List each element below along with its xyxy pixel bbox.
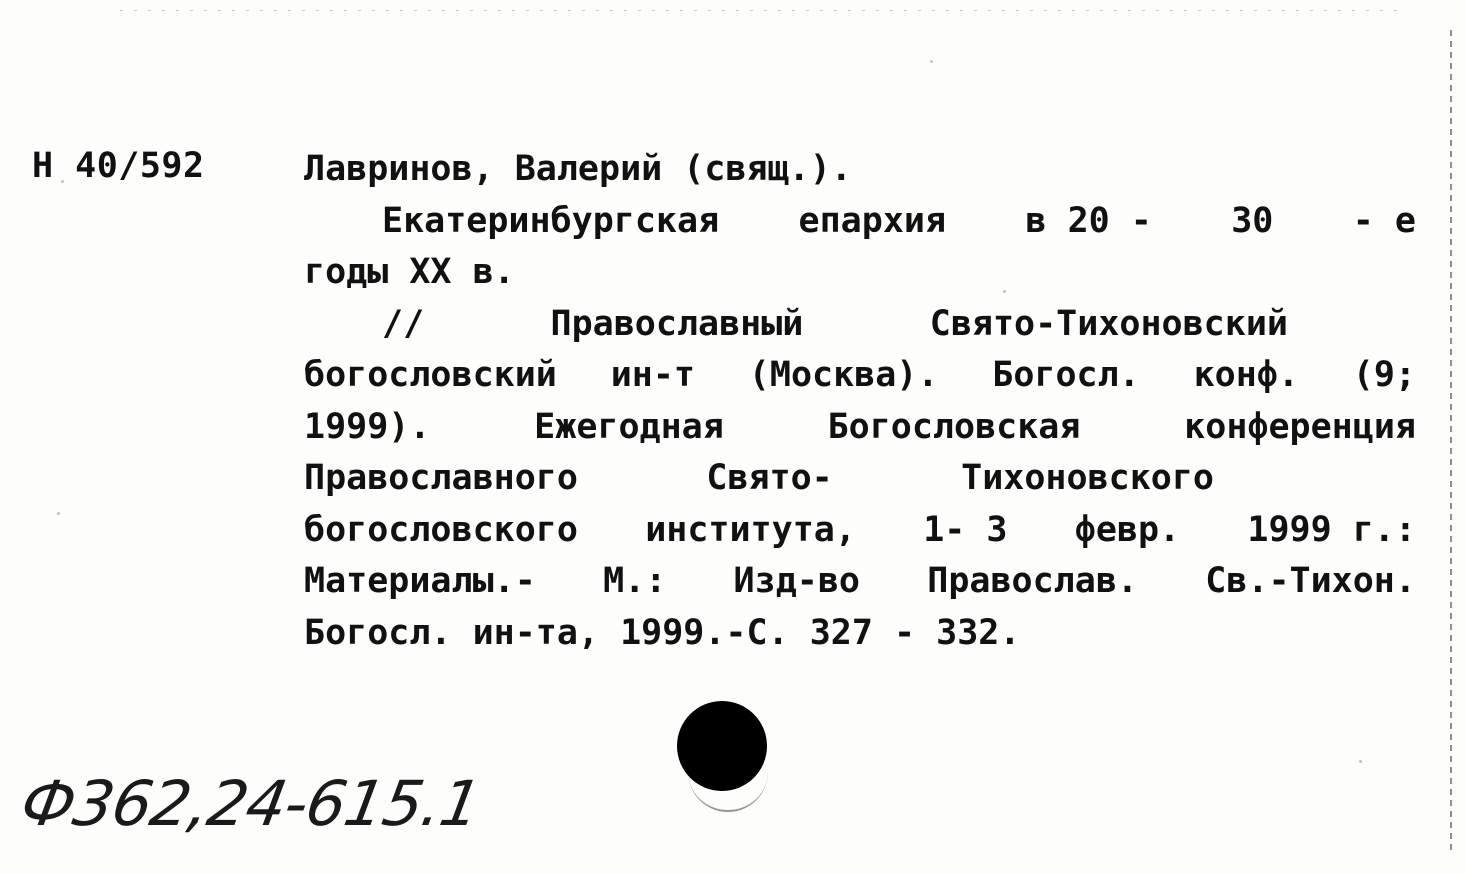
source-line-7: Богосл. ин-та, 1999.-С. 327 - 332.	[304, 612, 1021, 653]
title-line-2: годы XX в.	[304, 252, 515, 292]
source-line-5: богословского института, 1- 3 февр. 1999 г.:	[304, 509, 1416, 550]
shelfmark: Н 40/592	[32, 146, 205, 186]
author-line: Лавринов, Валерий (свящ.).	[304, 149, 852, 189]
punch-hole	[677, 701, 767, 791]
speck	[930, 60, 933, 63]
speck	[1359, 760, 1362, 763]
speck	[57, 512, 60, 515]
card-right-edge	[1450, 30, 1452, 850]
source-line-6: Материалы.- М.: Изд-во Православ. Св.-Тихон.	[304, 561, 1416, 601]
handwritten-call-number: Ф362,24-615.1	[15, 767, 486, 840]
bibliographic-entry	[304, 144, 1416, 659]
card-top-edge	[120, 10, 1406, 11]
source-line-2: богословский ин-т (Москва). Богосл. конф. (9;	[304, 355, 1416, 395]
title-line-1: Екатеринбургская епархия в 20 - 30 - е	[382, 200, 1416, 241]
source-line-1: // Православный Свято-Тихоновский	[382, 303, 1288, 344]
source-line-3: 1999). Ежегодная Богословская конференция	[304, 406, 1416, 447]
source-line-4: Православного Свято- Тихоновского	[304, 458, 1214, 498]
